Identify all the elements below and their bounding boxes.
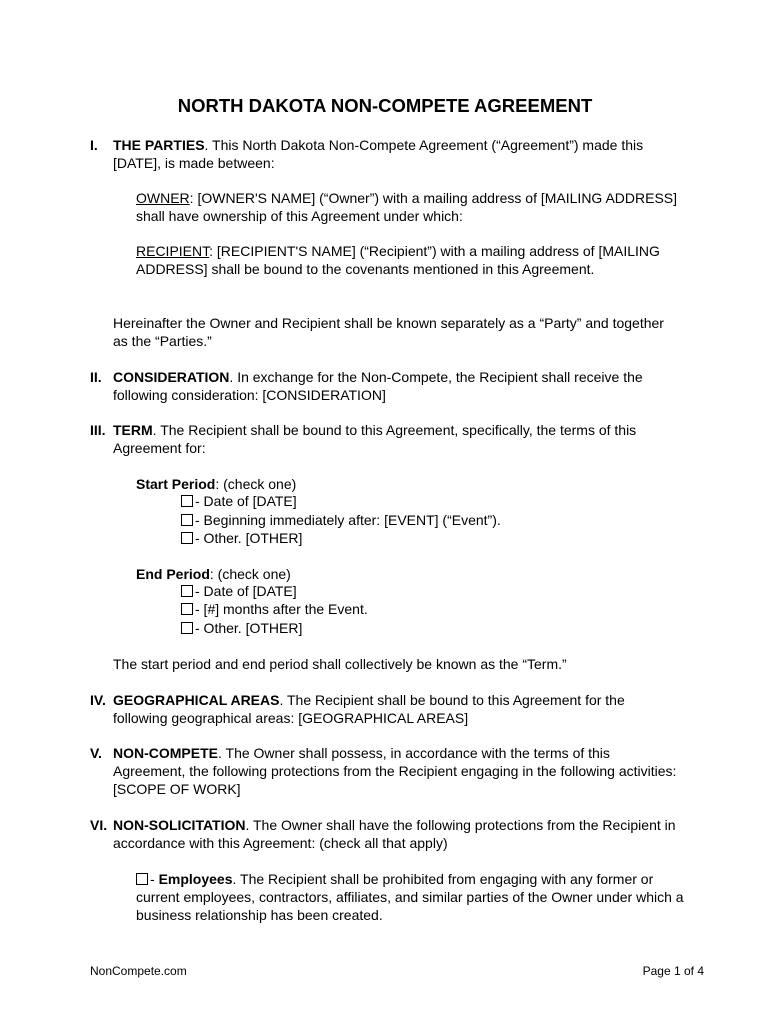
end-option-months	[181, 600, 368, 618]
section-consideration	[90, 368, 680, 404]
section-text: . This North Dakota Non-Compete Agreement (“Agreement”) made this [DATE], is made between:	[113, 137, 644, 171]
option-text: - Date of [DATE]	[195, 583, 297, 599]
section-number: III.	[90, 422, 106, 438]
section-heading: NON-SOLICITATION	[113, 817, 246, 833]
end-period-heading: End Period	[136, 566, 210, 582]
document-title: NORTH DAKOTA NON-COMPETE AGREEMENT	[177, 95, 593, 116]
section-heading: THE PARTIES	[113, 137, 205, 153]
hereinafter-paragraph	[90, 314, 680, 350]
recipient-paragraph	[136, 242, 684, 278]
section-text: . In exchange for the Non-Compete, the Recipient shall receive the following consideration: [CONSIDERATION]	[113, 369, 643, 403]
term-closing-text: The start period and end period shall collectively be known as the “Term.”	[113, 656, 567, 672]
start-period-heading: Start Period	[136, 476, 216, 492]
section-number: I.	[90, 137, 98, 153]
employees-label: Employees	[158, 871, 233, 887]
option-text: - Other. [OTHER]	[195, 530, 303, 546]
section-text: . The Recipient shall be bound to this Agreement for the following geographical areas: [GEOGRAPHICAL AREAS]	[113, 692, 625, 726]
start-period-label	[136, 475, 684, 493]
end-option-other	[181, 619, 302, 637]
section-term	[90, 421, 680, 457]
option-text: - [#] months after the Event.	[195, 601, 368, 617]
owner-label: OWNER	[136, 190, 190, 206]
owner-text: : [OWNER'S NAME] (“Owner”) with a mailing address of [MAILING ADDRESS] shall have ownership of this Agreement under which:	[136, 190, 678, 224]
start-option-other	[181, 529, 302, 547]
section-heading: GEOGRAPHICAL AREAS	[113, 692, 280, 708]
start-option-event	[181, 511, 501, 529]
checkbox[interactable]	[136, 873, 148, 885]
end-period-label	[136, 565, 684, 583]
hereinafter-text: Hereinafter the Owner and Recipient shall be known separately as a “Party” and together as the “Parties.”	[113, 315, 664, 349]
section-number: VI.	[90, 817, 108, 833]
owner-paragraph	[136, 189, 684, 225]
section-heading: CONSIDERATION	[113, 369, 230, 385]
recipient-text: : [RECIPIENT'S NAME] (“Recipient”) with a mailing address of [MAILING ADDRESS] shall be bound to the covenants mentioned in this Agreement.	[136, 243, 660, 277]
checkbox[interactable]	[181, 622, 193, 634]
term-closing	[90, 655, 680, 673]
checkbox[interactable]	[181, 603, 193, 615]
end-period-suffix: : (check one)	[209, 566, 291, 582]
section-text: . The Owner shall have the following protections from the Recipient in accordance with this Agreement: (check all that apply)	[113, 817, 676, 851]
option-text: - Beginning immediately after: [EVENT] (“Event”).	[195, 512, 501, 528]
section-number: V.	[90, 745, 102, 761]
section-text: . The Owner shall possess, in accordance with the terms of this Agreement, the following protections from the Recipient engaging in the following activities: [SCOPE OF WORK]	[113, 745, 677, 797]
option-text: - Other. [OTHER]	[195, 620, 303, 636]
footer-site: NonCompete.com	[90, 964, 187, 978]
checkbox[interactable]	[181, 514, 193, 526]
recipient-label: RECIPIENT	[136, 243, 210, 259]
section-text: . The Recipient shall be bound to this Agreement, specifically, the terms of this Agreement for:	[113, 422, 637, 456]
checkbox[interactable]	[181, 532, 193, 544]
option-text: - Date of [DATE]	[195, 493, 297, 509]
employees-text: . The Recipient shall be prohibited from engaging with any former or current employees, contractors, affiliates, and similar parties of the Owner under which a business relationship has been created.	[136, 871, 684, 923]
section-heading: NON-COMPETE	[113, 745, 218, 761]
end-option-date	[181, 582, 297, 600]
section-geographical-areas	[90, 691, 680, 727]
section-non-solicitation	[90, 816, 680, 852]
employees-prefix: -	[150, 871, 159, 887]
checkbox[interactable]	[181, 585, 193, 597]
section-heading: TERM	[113, 422, 153, 438]
section-non-compete	[90, 744, 680, 798]
section-number: IV.	[90, 692, 106, 708]
section-parties	[90, 136, 680, 172]
checkbox[interactable]	[181, 495, 193, 507]
employees-paragraph	[136, 870, 684, 924]
section-number: II.	[90, 369, 102, 385]
start-period-suffix: : (check one)	[215, 476, 297, 492]
start-option-date	[181, 492, 297, 510]
footer-page-number: Page 1 of 4	[642, 964, 704, 978]
